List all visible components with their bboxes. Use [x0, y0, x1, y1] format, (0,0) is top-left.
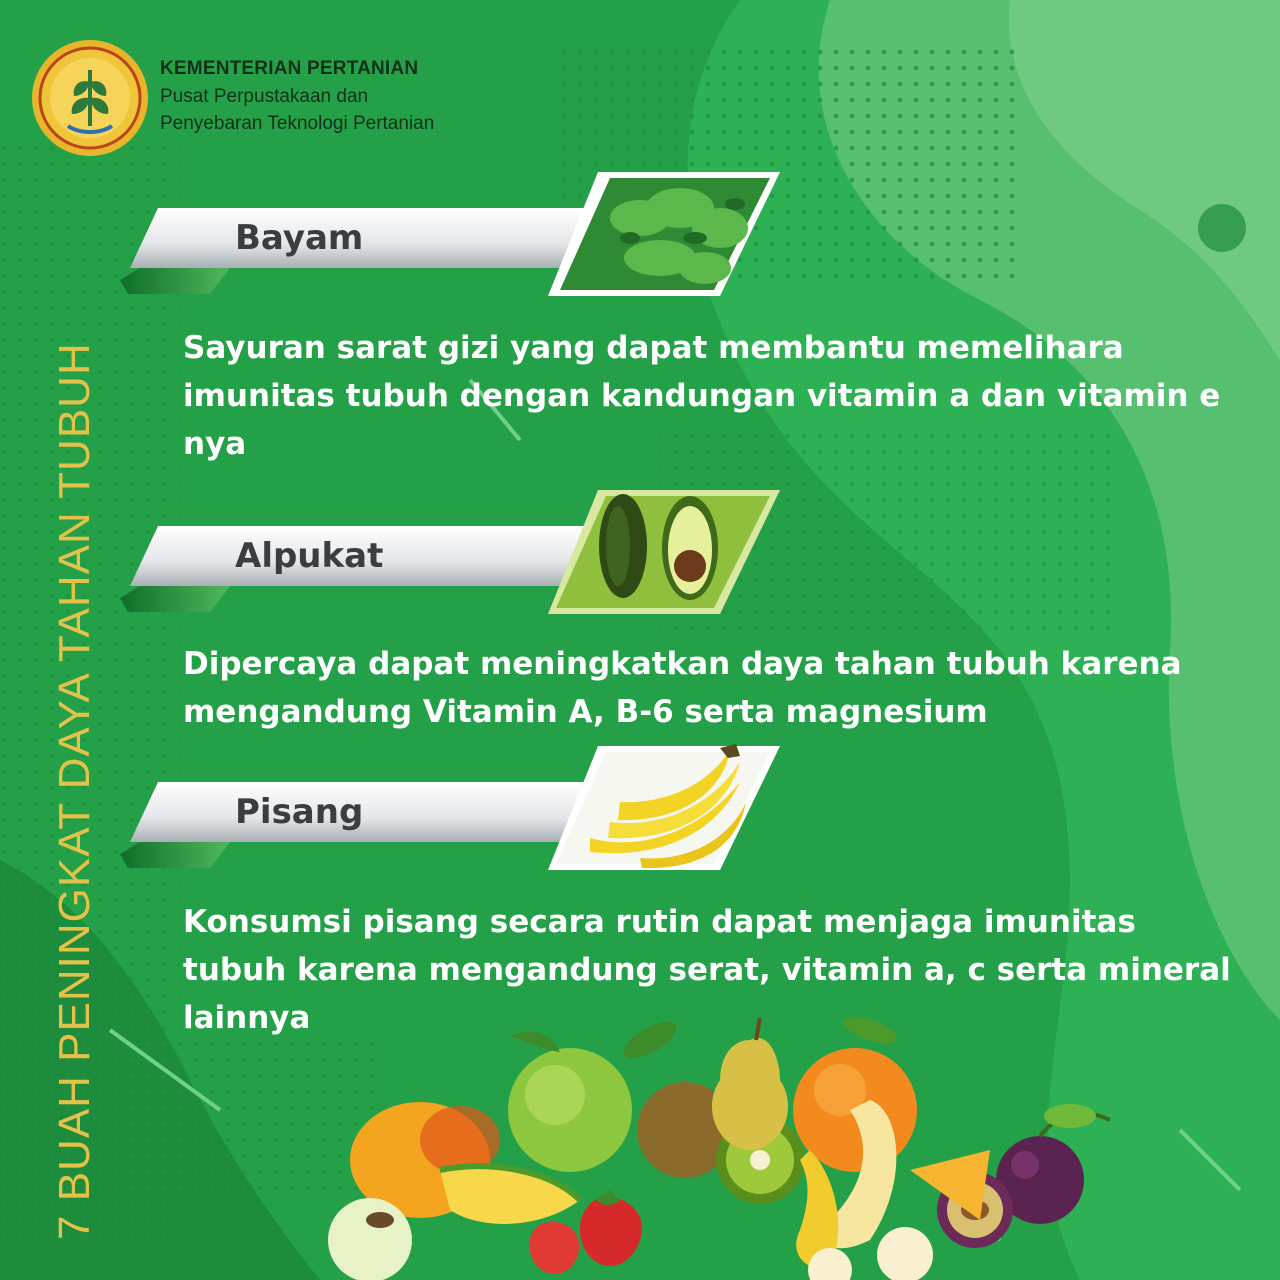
- banner-ribbon: [120, 486, 820, 626]
- org-title: KEMENTERIAN PERTANIAN: [160, 58, 419, 79]
- header: [30, 38, 550, 158]
- side-title: 7 BUAH PENINGKAT DAYA TAHAN TUBUH: [50, 342, 99, 1240]
- description-bayam: Sayuran sarat gizi yang dapat membantu memelihara imunitas tubuh dengan kandungan vitamin a dan vitamin e nya: [183, 330, 1221, 462]
- fruit-pile-illustration: [310, 1000, 1130, 1280]
- banner-pisang: [120, 742, 820, 882]
- description-alpukat: Dipercaya dapat meningkatkan daya tahan tubuh karena mengandung Vitamin A, B-6 serta magnesium: [183, 646, 1182, 730]
- org-subtitle-line1: Pusat Perpustakaan dan: [160, 86, 369, 107]
- kementan-logo-icon: [30, 38, 150, 158]
- banner-ribbon: [120, 168, 820, 308]
- banner-label-alpukat: Alpukat: [235, 536, 384, 576]
- org-subtitle-line2: Penyebaran Teknologi Pertanian: [160, 113, 435, 134]
- banner-alpukat: [120, 486, 820, 626]
- description-pisang: Konsumsi pisang secara rutin dapat menjaga imunitas tubuh karena mengandung serat, vitamin a, c serta mineral lainnya: [183, 904, 1231, 1036]
- banner-label-pisang: Pisang: [235, 792, 364, 832]
- banner-ribbon: [120, 742, 820, 882]
- banner-label-bayam: Bayam: [235, 218, 364, 258]
- banner-bayam: [120, 168, 820, 308]
